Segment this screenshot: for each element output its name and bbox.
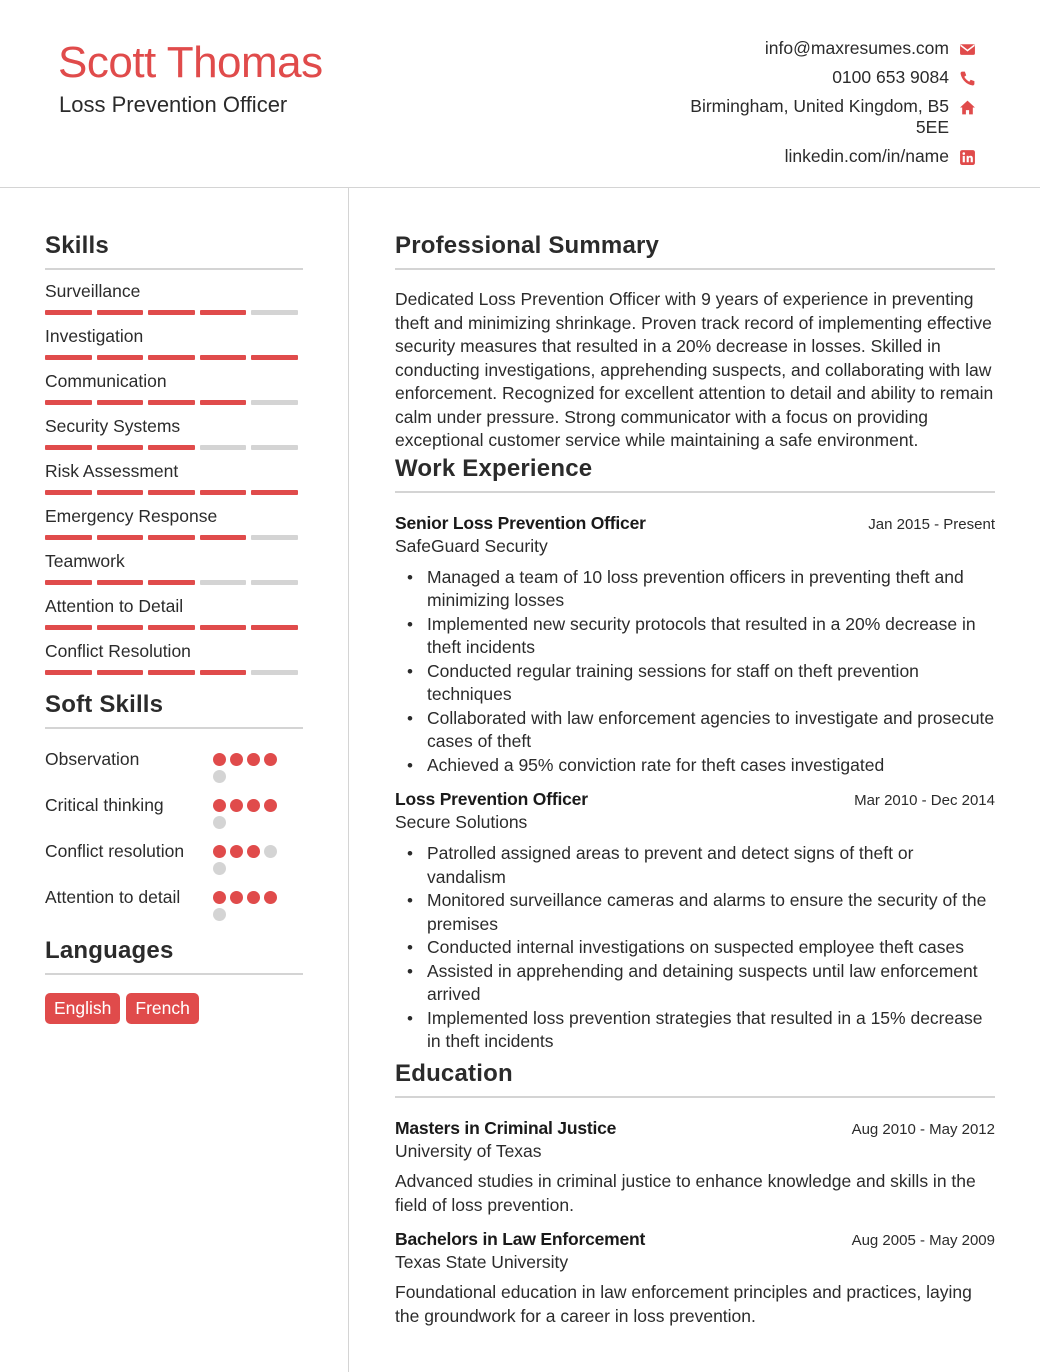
job-bullet: • Conducted internal investigations on suspected employee theft cases	[395, 936, 995, 960]
rating-dot-filled	[230, 845, 243, 858]
skill-segment-filled	[200, 490, 247, 495]
languages-heading: Languages	[45, 937, 303, 975]
skill-item	[45, 550, 303, 585]
contact-address-text: Birmingham, United Kingdom, B5 5EE	[690, 96, 949, 137]
skill-item	[45, 415, 303, 450]
skill-segment-filled	[97, 310, 144, 315]
job-entry	[395, 789, 995, 1054]
skill-segment-filled	[251, 625, 298, 630]
skill-level-bar	[45, 355, 303, 360]
rating-dot-empty	[213, 862, 226, 875]
rating-dot-filled	[264, 753, 277, 766]
skill-item	[45, 595, 303, 630]
rating-dot-filled	[213, 891, 226, 904]
phone-icon	[958, 69, 976, 87]
job-bullet: • Achieved a 95% conviction rate for theft cases investigated	[395, 754, 995, 778]
home-icon	[958, 98, 976, 116]
skill-segment-filled	[97, 355, 144, 360]
right-column	[395, 232, 995, 1328]
skill-segment-filled	[200, 670, 247, 675]
rating-dot-filled	[213, 799, 226, 812]
contact-address	[616, 96, 976, 138]
skill-item	[45, 640, 303, 675]
skill-level-bar	[45, 670, 303, 675]
education-date: Aug 2010 - May 2012	[851, 1120, 995, 1138]
job-bullet: • Patrolled assigned areas to prevent and detect signs of theft or vandalism	[395, 842, 995, 889]
contact-email[interactable]	[616, 38, 976, 59]
experience-heading: Work Experience	[395, 455, 995, 493]
job-entry	[395, 513, 995, 778]
education-header	[395, 1118, 995, 1139]
skill-label: Risk Assessment	[45, 461, 179, 481]
education-list	[395, 1118, 995, 1328]
skill-segment-empty	[251, 580, 298, 585]
skill-segment-empty	[251, 535, 298, 540]
soft-skill-label: Observation	[45, 749, 140, 769]
job-company: SafeGuard Security	[395, 535, 548, 556]
contact-linkedin-text: linkedin.com/in/name	[784, 146, 949, 166]
education-degree: Masters in Criminal Justice	[395, 1117, 617, 1138]
skill-item	[45, 460, 303, 495]
skill-level-bar	[45, 490, 303, 495]
skill-segment-filled	[97, 625, 144, 630]
skill-segment-filled	[148, 625, 195, 630]
skill-level-bar	[45, 445, 303, 450]
job-bullet: • Implemented new security protocols that resulted in a 20% decrease in theft incidents	[395, 613, 995, 660]
skill-segment-filled	[45, 400, 92, 405]
education-school: University of Texas	[395, 1140, 542, 1161]
soft-skill-label: Attention to detail	[45, 887, 181, 907]
job-company: Secure Solutions	[395, 812, 528, 832]
skill-segment-filled	[148, 535, 195, 540]
skill-segment-empty	[200, 445, 247, 450]
soft-skill-item	[45, 885, 303, 925]
skill-segment-empty	[251, 445, 298, 450]
skill-segment-filled	[45, 310, 92, 315]
candidate-name: Scott Thomas	[58, 38, 323, 87]
soft-skill-item	[45, 747, 303, 787]
rating-dot-filled	[230, 799, 243, 812]
rating-dot-filled	[230, 891, 243, 904]
soft-skill-rating	[213, 885, 285, 925]
skill-segment-filled	[200, 310, 247, 315]
soft-skill-rating	[213, 839, 285, 879]
skill-label: Investigation	[45, 326, 144, 346]
skill-segment-filled	[45, 580, 92, 585]
education-header	[395, 1229, 995, 1250]
rating-dot-filled	[247, 753, 260, 766]
rating-dot-filled	[213, 845, 226, 858]
soft-skills-list	[45, 747, 303, 925]
column-divider	[348, 188, 349, 1372]
skill-segment-filled	[97, 490, 144, 495]
skill-segment-filled	[200, 400, 247, 405]
job-header	[395, 789, 995, 810]
rating-dot-filled	[247, 799, 260, 812]
soft-skill-label: Critical thinking	[45, 795, 164, 815]
job-bullet: • Assisted in apprehending and detaining suspects until law enforcement arrived	[395, 960, 995, 1007]
contact-phone[interactable]	[616, 67, 976, 88]
skill-segment-filled	[45, 625, 92, 630]
skill-segment-filled	[97, 445, 144, 450]
education-heading: Education	[395, 1060, 995, 1098]
soft-skill-label: Conflict resolution	[45, 841, 185, 861]
skill-segment-filled	[148, 400, 195, 405]
rating-dot-empty	[264, 845, 277, 858]
education-entry	[395, 1229, 995, 1328]
contact-linkedin[interactable]	[616, 146, 976, 167]
skill-segment-filled	[148, 445, 195, 450]
skill-segment-filled	[148, 670, 195, 675]
rating-dot-filled	[230, 753, 243, 766]
skill-segment-filled	[45, 535, 92, 540]
skill-level-bar	[45, 310, 303, 315]
skill-segment-filled	[148, 490, 195, 495]
soft-skill-rating	[213, 793, 285, 833]
job-title: Loss Prevention Officer	[395, 789, 588, 809]
education-date: Aug 2005 - May 2009	[851, 1231, 995, 1249]
skill-segment-filled	[97, 580, 144, 585]
skill-level-bar	[45, 580, 303, 585]
skill-item	[45, 505, 303, 540]
skill-label: Emergency Response	[45, 506, 218, 526]
contact-phone-text: 0100 653 9084	[832, 67, 949, 87]
education-entry	[395, 1118, 995, 1217]
rating-dot-filled	[213, 753, 226, 766]
soft-skill-item	[45, 839, 303, 879]
education-school: Texas State University	[395, 1251, 569, 1272]
skill-segment-filled	[200, 355, 247, 360]
skill-segment-filled	[97, 670, 144, 675]
skill-level-bar	[45, 400, 303, 405]
job-date: Mar 2010 - Dec 2014	[854, 792, 995, 809]
skill-segment-filled	[45, 490, 92, 495]
rating-dot-empty	[213, 770, 226, 783]
language-badge: French	[126, 993, 198, 1024]
contact-block	[616, 38, 976, 175]
rating-dot-filled	[264, 891, 277, 904]
summary-heading: Professional Summary	[395, 232, 995, 270]
summary-text: Dedicated Loss Prevention Officer with 9 years of experience in preventing theft and minimizing shrinkage. Proven track record of implementing effective security measures that resulted in a 20% decrease in losses. Skilled in conducting investigations, apprehending suspects, and collaborating with law enforcement. Recognized for excellent attention to detail and ability to remain calm under pressure. Strong communicator with a focus on providing exceptional customer service while maintaining a safe environment.	[395, 289, 994, 450]
skill-segment-empty	[251, 310, 298, 315]
rating-dot-filled	[247, 845, 260, 858]
skill-segment-filled	[45, 355, 92, 360]
language-badge: English	[45, 993, 120, 1024]
skill-level-bar	[45, 535, 303, 540]
skill-segment-filled	[45, 445, 92, 450]
skill-segment-filled	[148, 580, 195, 585]
rating-dot-filled	[264, 799, 277, 812]
skills-list	[45, 280, 303, 675]
rating-dot-empty	[213, 908, 226, 921]
skill-level-bar	[45, 625, 303, 630]
skill-item	[45, 280, 303, 315]
skill-segment-empty	[200, 580, 247, 585]
skill-segment-filled	[200, 625, 247, 630]
skill-segment-filled	[200, 535, 247, 540]
job-date: Jan 2015 - Present	[868, 515, 995, 533]
envelope-icon	[958, 40, 976, 58]
candidate-title: Loss Prevention Officer	[59, 92, 288, 117]
skill-segment-filled	[97, 535, 144, 540]
skill-segment-filled	[251, 490, 298, 495]
job-header	[395, 513, 995, 534]
experience-list	[395, 513, 995, 1054]
skill-label: Conflict Resolution	[45, 641, 191, 661]
education-description: Foundational education in law enforcement principles and practices, laying the groundwork for a career in loss prevention.	[395, 1281, 972, 1326]
skill-label: Teamwork	[45, 551, 125, 571]
skill-segment-filled	[45, 670, 92, 675]
job-bullet: • Collaborated with law enforcement agencies to investigate and prosecute cases of theft	[395, 707, 995, 754]
resume-header	[0, 0, 1040, 188]
skill-label: Surveillance	[45, 281, 141, 301]
skill-segment-empty	[251, 670, 298, 675]
job-bullets	[395, 842, 995, 1054]
languages-list	[45, 993, 303, 1024]
skill-label: Communication	[45, 371, 167, 391]
linkedin-icon	[958, 148, 976, 166]
rating-dot-filled	[247, 891, 260, 904]
skill-segment-filled	[251, 355, 298, 360]
skill-item	[45, 370, 303, 405]
education-description: Advanced studies in criminal justice to enhance knowledge and skills in the field of loss prevention.	[395, 1170, 976, 1215]
skill-segment-filled	[97, 400, 144, 405]
left-column	[45, 232, 303, 1024]
job-bullet: • Managed a team of 10 loss prevention officers in preventing theft and minimizing losses	[395, 566, 995, 613]
soft-skill-item	[45, 793, 303, 833]
job-bullet: • Conducted regular training sessions for staff on theft prevention techniques	[395, 660, 995, 707]
soft-skill-rating	[213, 747, 285, 787]
skill-label: Security Systems	[45, 416, 181, 436]
skills-heading: Skills	[45, 232, 303, 270]
skill-segment-filled	[148, 355, 195, 360]
job-bullets	[395, 566, 995, 778]
contact-email-text: info@maxresumes.com	[764, 38, 949, 58]
skill-item	[45, 325, 303, 360]
job-title: Senior Loss Prevention Officer	[395, 512, 646, 533]
skill-segment-empty	[251, 400, 298, 405]
rating-dot-empty	[213, 816, 226, 829]
skill-label: Attention to Detail	[45, 596, 184, 616]
job-bullet: • Implemented loss prevention strategies that resulted in a 15% decrease in theft incidents	[395, 1007, 995, 1054]
job-bullet: • Monitored surveillance cameras and alarms to ensure the security of the premises	[395, 889, 995, 936]
education-degree: Bachelors in Law Enforcement	[395, 1228, 646, 1249]
soft-skills-heading: Soft Skills	[45, 691, 303, 729]
skill-segment-filled	[148, 310, 195, 315]
